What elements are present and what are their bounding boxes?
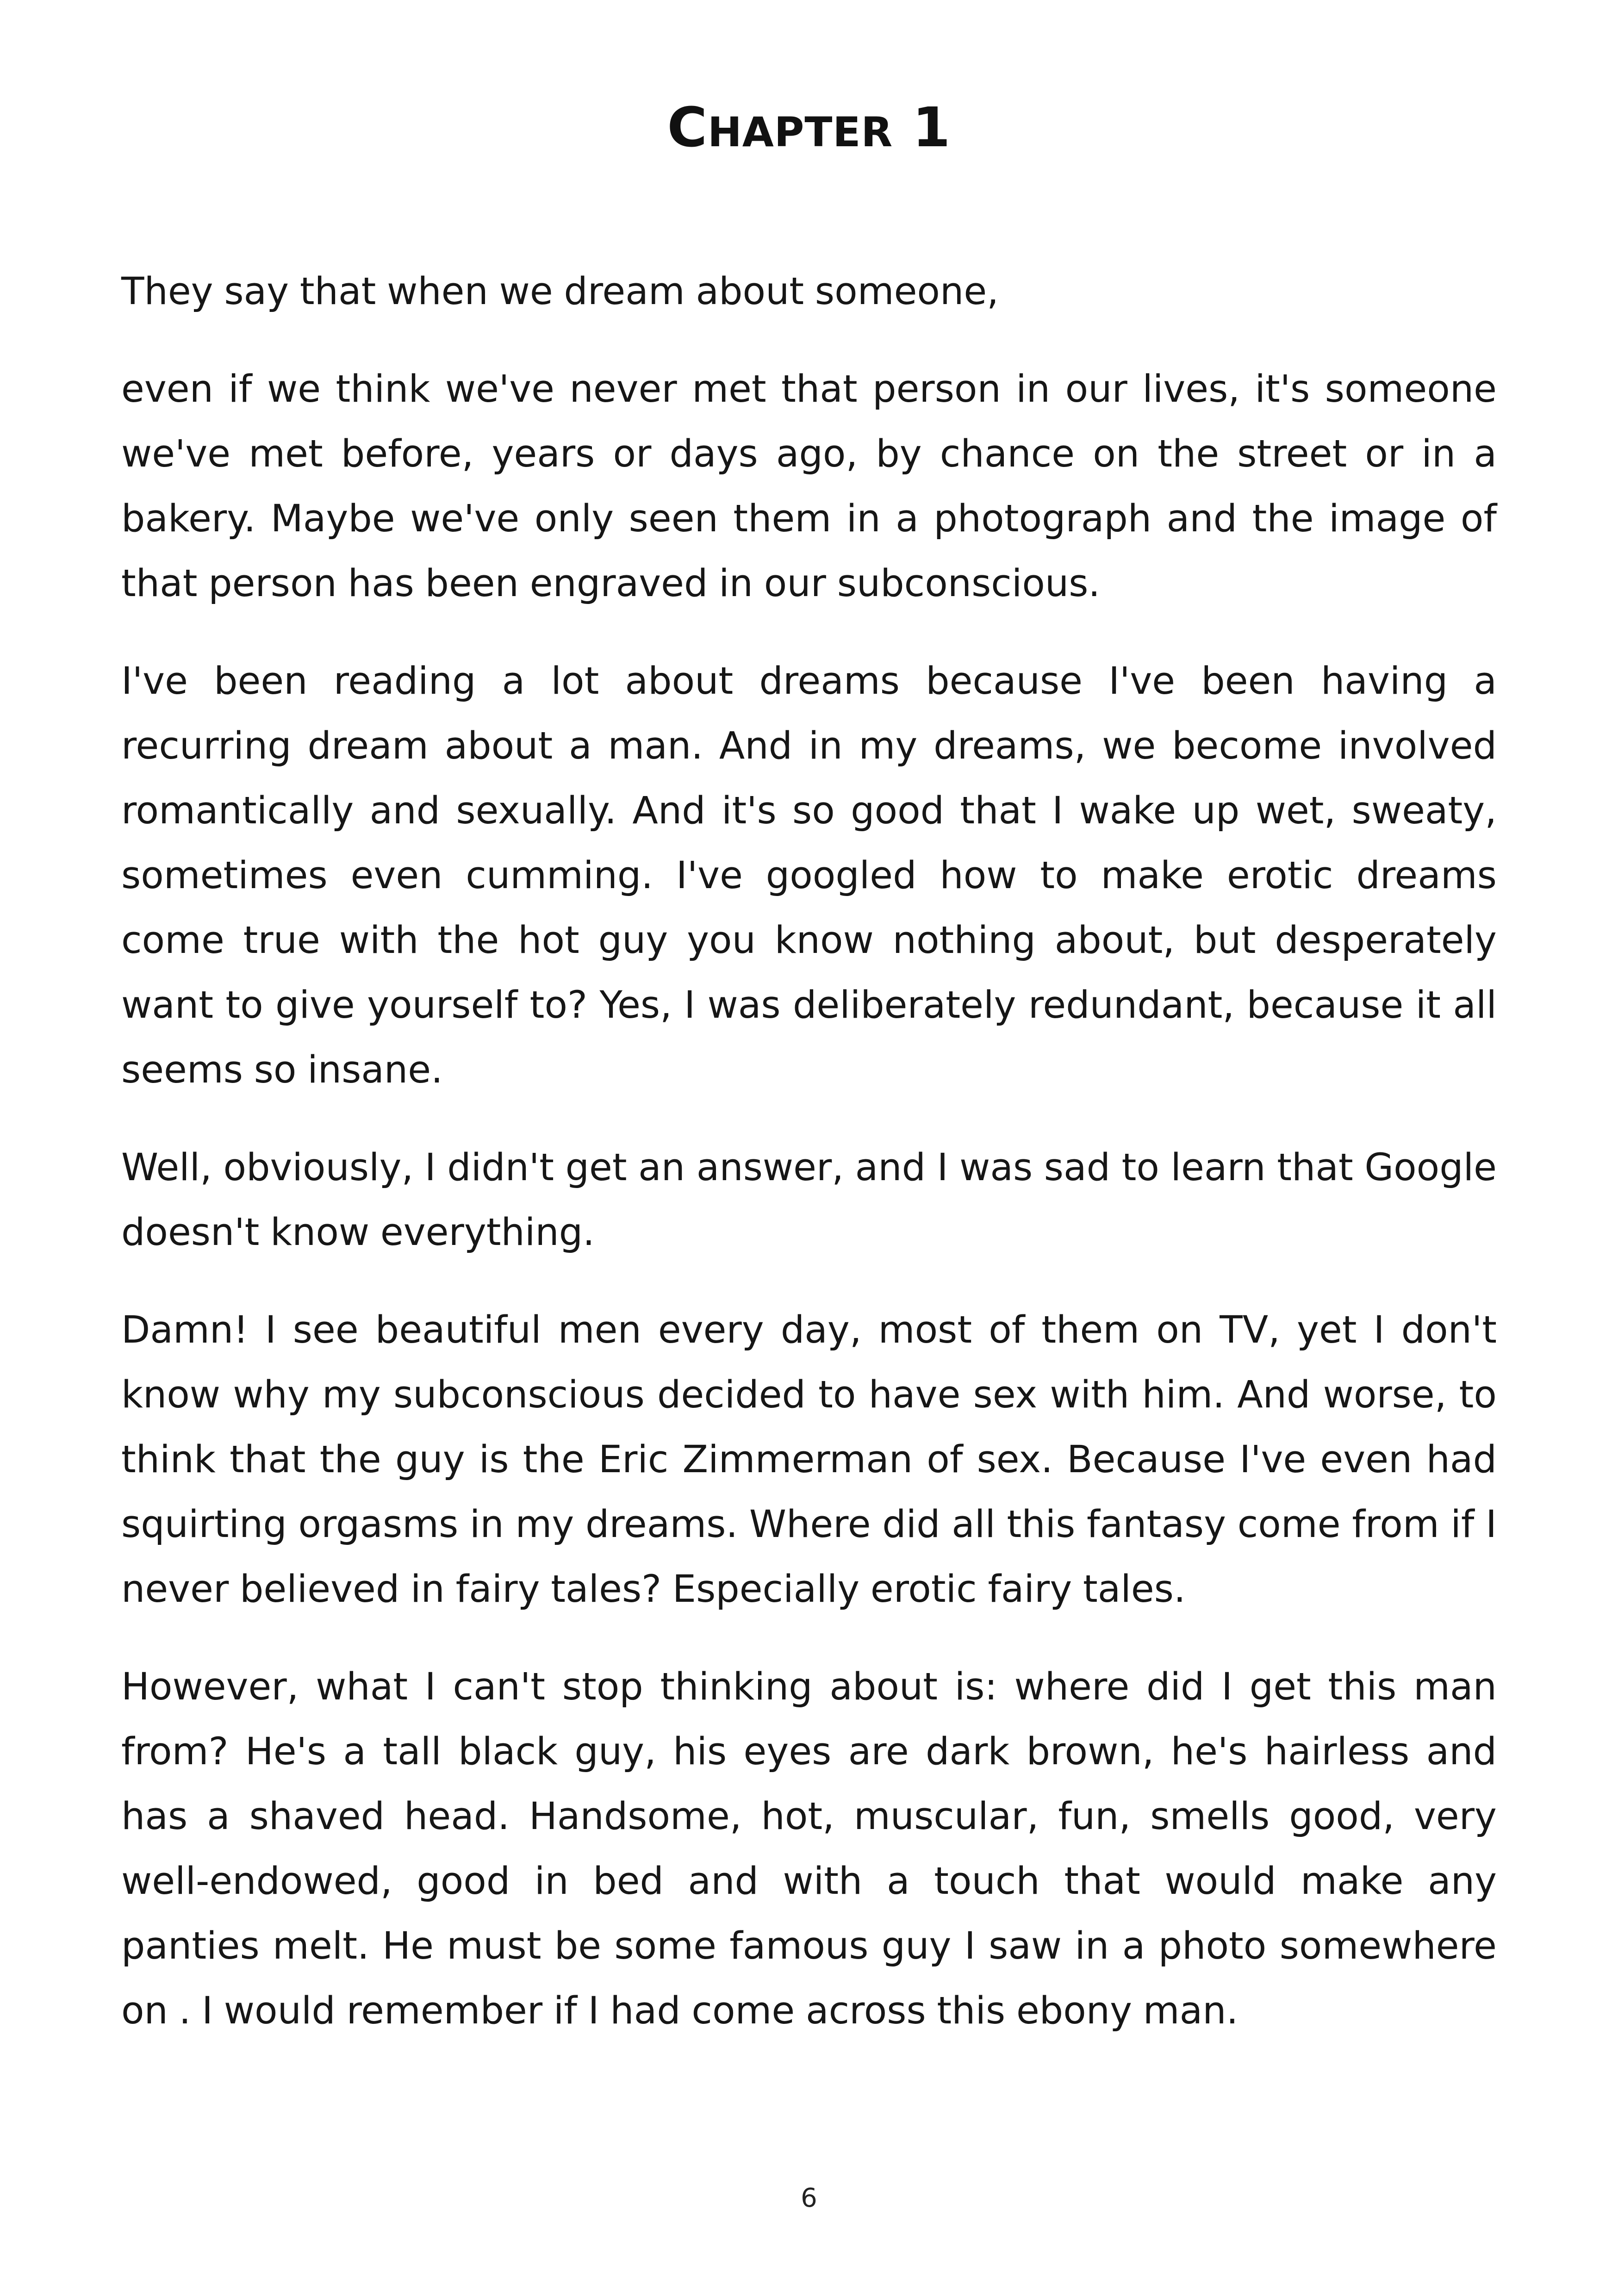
chapter-body xyxy=(121,259,1497,2076)
paragraph-5: Damn! I see beautiful men every day, most of them on TV, yet I don't know why my subconscious decided to have sex with him. And worse, to think that the guy is the Eric Zimmerman of sex. Because I've even had squirting orgasms in my dreams. Where did all this fantasy come from if I never believed in fairy tales? Especially erotic fairy tales. xyxy=(121,1308,1497,1611)
chapter-title xyxy=(0,90,1618,169)
paragraph-2: even if we think we've never met that person in our lives, it's someone we've met before, years or days ago, by chance on the street or in a bakery. Maybe we've only seen them in a photograph and the image of that person has been engraved in our subconscious. xyxy=(121,367,1497,605)
paragraph-3: I've been reading a lot about dreams because I've been having a recurring dream about a man. And in my dreams, we become involved romantically and sexually. And it's so good that I wake up wet, sweaty, sometimes even cumming. I've googled how to make erotic dreams come true with the hot guy you know nothing about, but desperately want to give yourself to? Yes, I was deliberately redundant, because it all seems so insane. xyxy=(121,660,1497,1092)
chapter-title-initial: C xyxy=(667,95,708,159)
paragraph-4: Well, obviously, I didn't get an answer, and I was sad to learn that Google doesn't know everything. xyxy=(121,1146,1497,1254)
chapter-title-rest: HAPTER xyxy=(708,108,893,156)
chapter-number: 1 xyxy=(912,95,951,159)
paragraph-1: They say that when we dream about someone, xyxy=(121,270,999,313)
paragraph-6: However, what I can't stop thinking about is: where did I get this man from? He's a tall black guy, his eyes are dark brown, he's hairless and has a shaved head. Handsome, hot, muscular, fun, smells good, very well-endowed, good in bed and with a touch that would make any panties melt. He must be some famous guy I saw in a photo somewhere on . I would remember if I had come across this ebony man. xyxy=(121,1665,1497,2033)
page-number: 6 xyxy=(801,2183,817,2213)
